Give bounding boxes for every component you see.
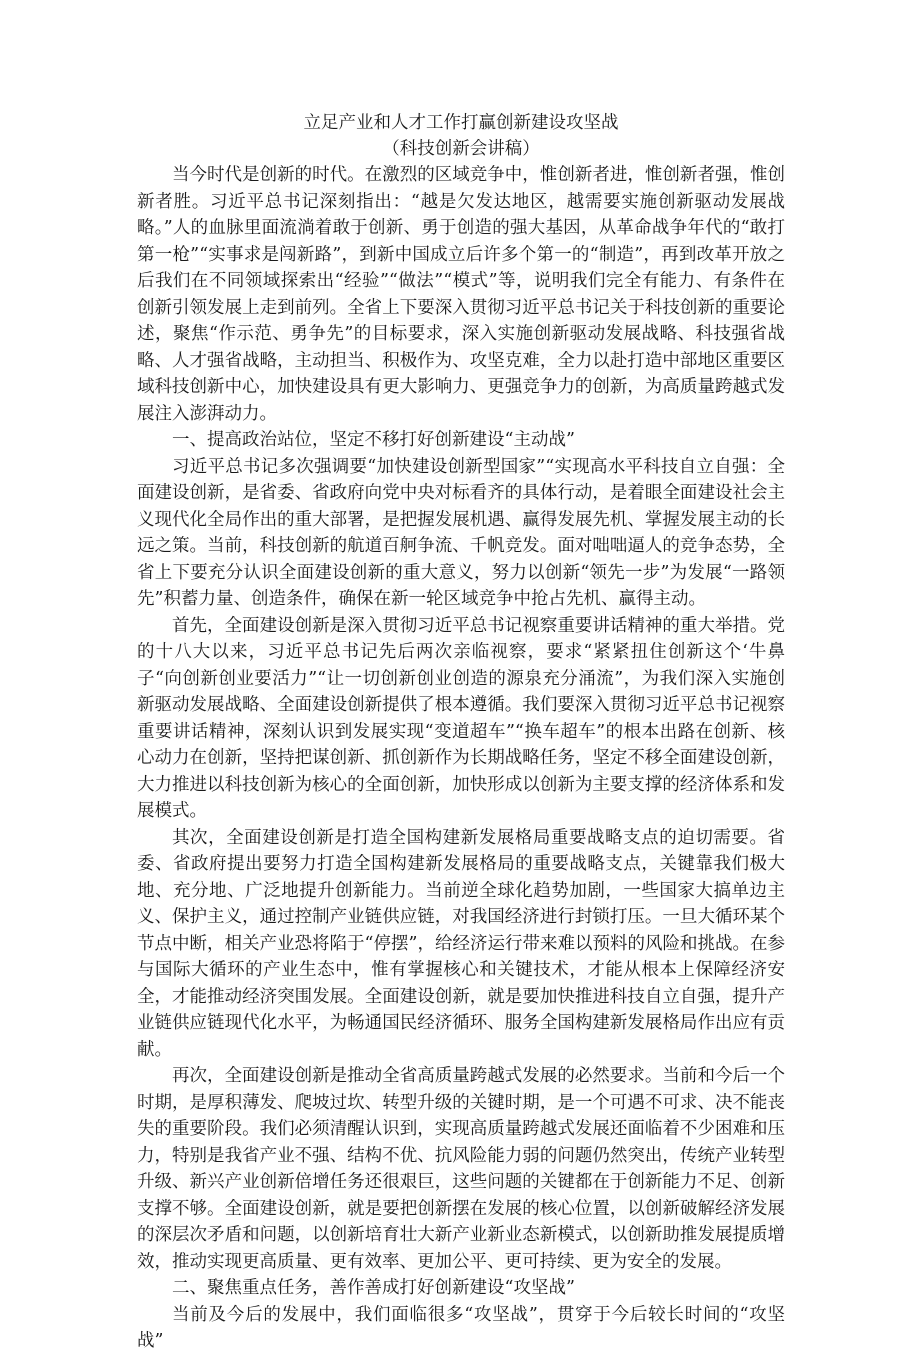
section-heading-1: 一、提高政治站位，坚定不移打好创新建设“主动战” — [172, 430, 575, 450]
paragraph: 首先，全面建设创新是深入贯彻习近平总书记视察重要讲话精神的重大举措。党的十八大以来，习近平总书记先后两次亲临视察，要求“紧紧扭住创新这个‘牛鼻子“向创新创业要活力”“让一切创新创业创造的源泉充分涌流”，为我们深入实施创新驱动发展战略、全面建设创新提供了根本遵循。我们要深入贯彻习近平总书记视察重要讲话精神，深刻认识到发展实现“变道超车”“换车超车”的根本出路在创新、核心动力在创新，坚持把谋创新、抓创新作为长期战略任务，坚定不移全面建设创新，大力推进以科技创新为核心的全面创新，加快形成以创新为主要支撑的经济体系和发展模式。 — [137, 615, 785, 821]
paragraph-last: 当前及今后的发展中，我们面临很多“攻坚战”，贯穿于今后较长时间的“攻坚战” — [137, 1304, 785, 1351]
document-title: 立足产业和人才工作打赢创新建设攻坚战 — [303, 113, 619, 133]
paragraph-intro: 当今时代是创新的时代。在激烈的区域竞争中，惟创新者进，惟创新者强，惟创新者胜。习近平总书记深刻指出：“越是欠发达地区，越需要实施创新驱动发展战略。”人的血脉里面流淌着敢于创新、勇于创造的强大基因，从革命战争年代的“敢打第一枪”“实事求是闯新路”，到新中国成立后许多个第一的“制造”，再到改革开放之后我们在不同领域探索出“经验”“做法”“模式”等，说明我们完全有能力、有条件在创新引领发展上走到前列。全省上下要深入贯彻习近平总书记关于科技创新的重要论述，聚焦“作示范、勇争先”的目标要求，深入实施创新驱动发展战略、科技强省战略、人才强省战略，主动担当、积极作为、攻坚克难，全力以赴打造中部地区重要区域科技创新中心，加快建设具有更大影响力、更强竞争力的创新，为高质量跨越式发展注入澎湃动力。 — [137, 165, 785, 424]
document-body — [137, 110, 785, 1355]
paragraph: 再次，全面建设创新是推动全省高质量跨越式发展的必然要求。当前和今后一个时期，是厚积薄发、爬坡过坎、转型升级的关键时期，是一个可遇不可求、决不能丧失的重要阶段。我们必须清醒认识到，实现高质量跨越式发展还面临着不少困难和压力，特别是我省产业不强、结构不优、抗风险能力弱的问题仍然突出，传统产业转型升级、新兴产业创新倍增任务还很艰巨，这些问题的关键都在于创新能力不足、创新支撑不够。全面建设创新，就是要把创新摆在发展的核心位置，以创新破解经济发展的深层次矛盾和问题，以创新培育壮大新产业新业态新模式，以创新助推发展提质增效，推动实现更高质量、更有效率、更加公平、更可持续、更为安全的发展。 — [137, 1066, 785, 1272]
paragraph: 习近平总书记多次强调要“加快建设创新型国家”“实现高水平科技自立自强：全面建设创新，是省委、省政府向党中央对标看齐的具体行动，是着眼全面建设社会主义现代化全局作出的重大部署，是把握发展机遇、赢得发展先机、掌握发展主动的长远之策。当前，科技创新的航道百舸争流、千帆竞发。面对咄咄逼人的竞争态势，全省上下要充分认识全面建设创新的重大意义，努力以创新“领先一步”为发展“一路领先”积蓄力量、创造条件，确保在新一轮区域竞争中抢占先机、赢得主动。 — [137, 456, 785, 609]
paragraph: 其次，全面建设创新是打造全国构建新发展格局重要战略支点的迫切需要。省委、省政府提出要努力打造全国构建新发展格局的重要战略支点，关键靠我们极大地、充分地、广泛地提升创新能力。当前逆全球化趋势加剧，一些国家大搞单边主义、保护主义，通过控制产业链供应链，对我国经济进行封锁打压。一旦大循环某个节点中断，相关产业恐将陷于“停摆”，给经济运行带来难以预料的风险和挑战。在参与国际大循环的产业生态中，惟有掌握核心和关键技术，才能从根本上保障经济安全，才能推动经济突围发展。全面建设创新，就是要加快推进科技自立自强，提升产业链供应链现代化水平，为畅通国民经济循环、服务全国构建新发展格局作出应有贡献。 — [137, 827, 785, 1060]
section-heading-2: 二、聚焦重点任务，善作善成打好创新建设“攻坚战” — [172, 1278, 575, 1298]
document-subtitle: （科技创新会讲稿） — [382, 139, 540, 159]
